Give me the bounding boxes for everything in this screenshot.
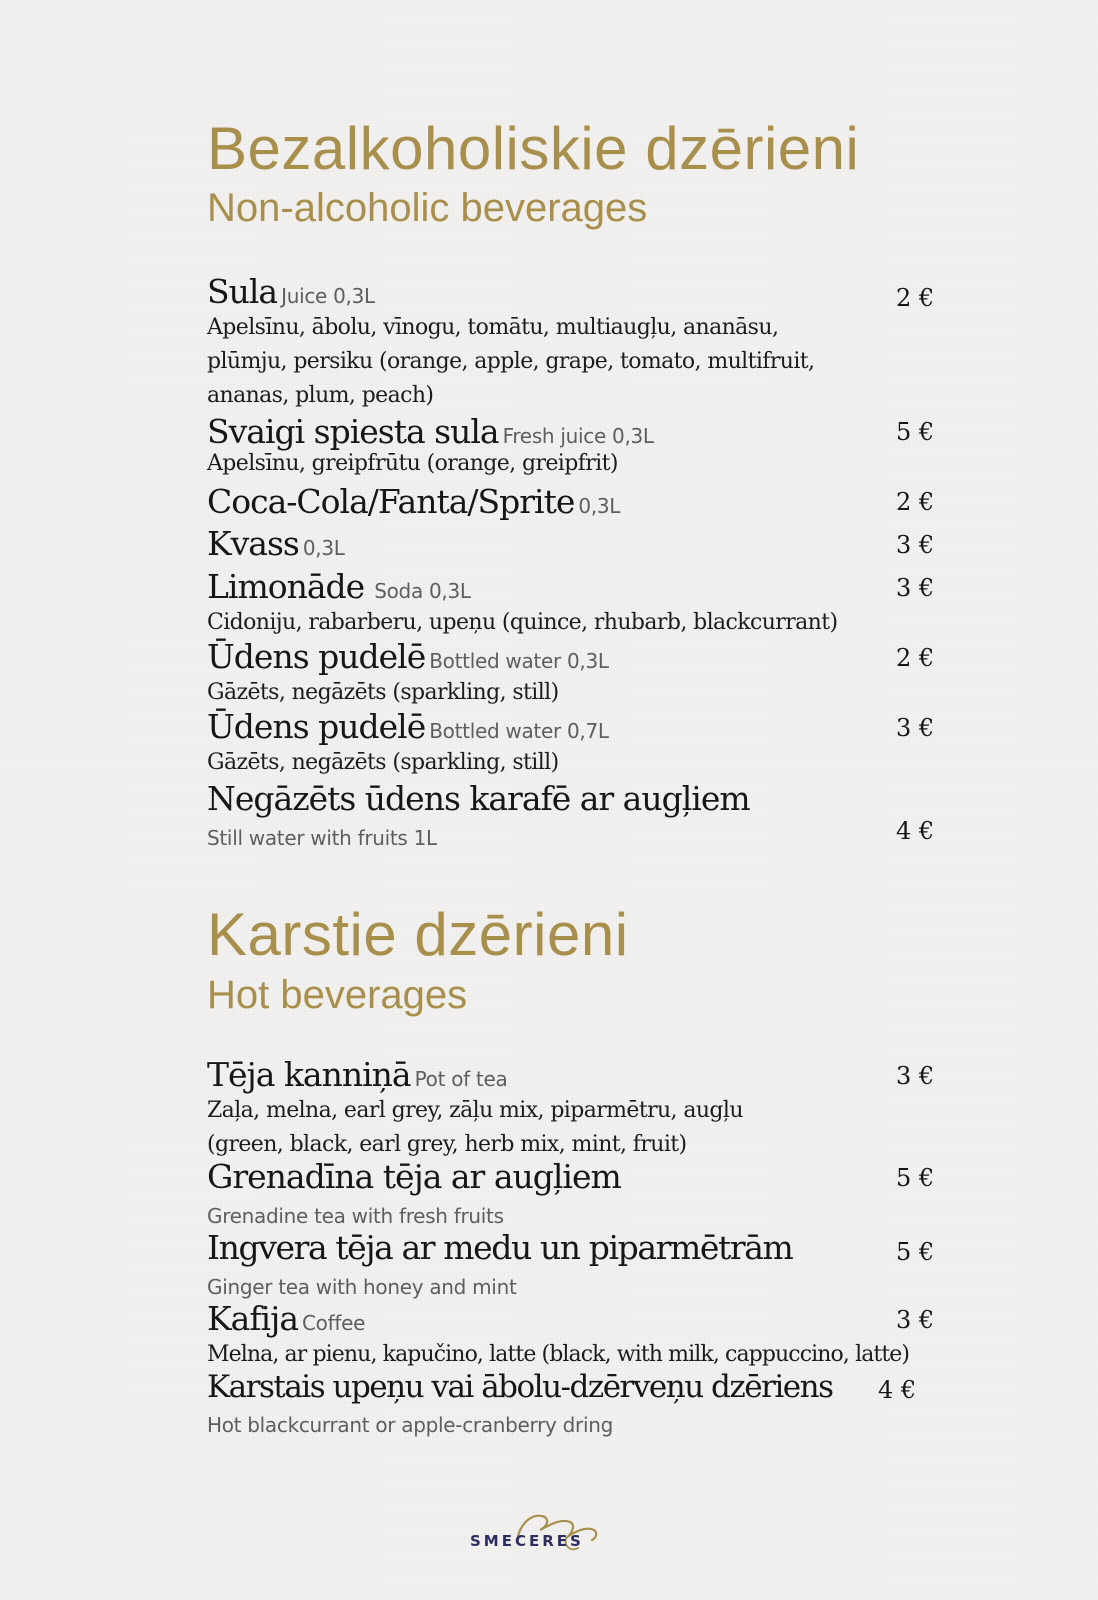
item-name: Ūdens pudelē bbox=[207, 637, 426, 676]
item-subtitle: Pot of tea bbox=[414, 1067, 508, 1091]
item-description: plūmju, persiku (orange, apple, grape, tomato, multifruit, bbox=[207, 349, 815, 374]
section-title-lv: Karstie dzērieni bbox=[207, 901, 629, 968]
item-description: Gāzēts, negāzēts (sparkling, still) bbox=[207, 680, 559, 705]
item-name: Coca-Cola/Fanta/Sprite bbox=[207, 482, 575, 521]
menu-item bbox=[207, 1157, 918, 1228]
item-description: Zaļa, melna, earl grey, zāļu mix, piparmētru, augļu bbox=[207, 1098, 743, 1123]
restaurant-logo bbox=[470, 1508, 615, 1563]
item-description: ananas, plum, peach) bbox=[207, 383, 434, 408]
item-name: Tēja kanniņā bbox=[207, 1055, 411, 1094]
item-price: 4 € bbox=[896, 817, 935, 845]
item-name: Limonāde bbox=[207, 567, 365, 606]
item-price: 2 € bbox=[896, 644, 935, 672]
menu-item bbox=[207, 779, 918, 850]
item-price: 5 € bbox=[896, 1164, 935, 1192]
menu-item bbox=[207, 1299, 918, 1372]
menu-item bbox=[207, 1228, 918, 1299]
item-subtitle: Juice 0,3L bbox=[281, 284, 375, 308]
item-name: Karstais upeņu vai ābolu-dzērveņu dzēriens bbox=[207, 1369, 833, 1405]
item-price: 3 € bbox=[896, 531, 935, 559]
menu-item bbox=[207, 482, 918, 521]
item-description: Apelsīnu, greipfrūtu (orange, greipfrit) bbox=[207, 451, 618, 476]
item-name: Svaigi spiesta sula bbox=[207, 412, 499, 451]
menu-item bbox=[207, 637, 918, 710]
item-subtitle: Bottled water 0,3L bbox=[429, 649, 609, 673]
item-price: 4 € bbox=[878, 1376, 917, 1404]
item-price: 5 € bbox=[896, 418, 935, 446]
item-price: 2 € bbox=[896, 284, 935, 312]
item-subtitle: 0,3L bbox=[302, 536, 345, 560]
section-title-en: Non-alcoholic beverages bbox=[207, 186, 648, 230]
item-subtitle: Fresh juice 0,3L bbox=[502, 424, 654, 448]
item-description: Cidoniju, rabarberu, upeņu (quince, rhubarb, blackcurrant) bbox=[207, 610, 838, 635]
menu-item bbox=[207, 707, 918, 780]
item-subtitle: Bottled water 0,7L bbox=[429, 719, 609, 743]
item-description: Gāzēts, negāzēts (sparkling, still) bbox=[207, 750, 559, 775]
menu-item bbox=[207, 1055, 918, 1162]
item-price: 3 € bbox=[896, 714, 935, 742]
menu-item bbox=[207, 567, 918, 640]
item-price: 3 € bbox=[896, 1306, 935, 1334]
item-name: Ingvera tēja ar medu un piparmētrām bbox=[207, 1228, 793, 1267]
logo-text: SMECERES bbox=[470, 1532, 584, 1550]
item-description: (green, black, earl grey, herb mix, mint, fruit) bbox=[207, 1132, 687, 1157]
item-price: 5 € bbox=[896, 1238, 935, 1266]
item-subtitle: Coffee bbox=[302, 1311, 366, 1335]
menu-item bbox=[207, 412, 918, 477]
item-price: 3 € bbox=[896, 574, 935, 602]
item-name: Kafija bbox=[207, 1299, 299, 1338]
item-name: Negāzēts ūdens karafē ar augļiem bbox=[207, 779, 750, 818]
item-name: Grenadīna tēja ar augļiem bbox=[207, 1157, 621, 1196]
item-description: Still water with fruits 1L bbox=[207, 826, 437, 850]
item-description: Apelsīnu, ābolu, vīnogu, tomātu, multiaugļu, ananāsu, bbox=[207, 315, 779, 340]
section-title-en: Hot beverages bbox=[207, 973, 468, 1017]
menu-item bbox=[207, 524, 918, 563]
item-name: Kvass bbox=[207, 524, 299, 563]
section-title-lv: Bezalkoholiskie dzērieni bbox=[207, 115, 860, 182]
item-price: 2 € bbox=[896, 488, 935, 516]
menu-item bbox=[207, 272, 918, 413]
item-description: Hot blackcurrant or apple-cranberry dring bbox=[207, 1413, 613, 1437]
item-name: Sula bbox=[207, 272, 278, 311]
menu-item bbox=[207, 1369, 833, 1437]
item-description: Melna, ar pienu, kapučino, latte (black, with milk, cappuccino, latte) bbox=[207, 1342, 910, 1367]
item-description: Ginger tea with honey and mint bbox=[207, 1275, 517, 1299]
item-name: Ūdens pudelē bbox=[207, 707, 426, 746]
item-description: Grenadine tea with fresh fruits bbox=[207, 1204, 504, 1228]
item-subtitle: Soda 0,3L bbox=[374, 579, 471, 603]
item-subtitle: 0,3L bbox=[578, 494, 621, 518]
item-price: 3 € bbox=[896, 1062, 935, 1090]
